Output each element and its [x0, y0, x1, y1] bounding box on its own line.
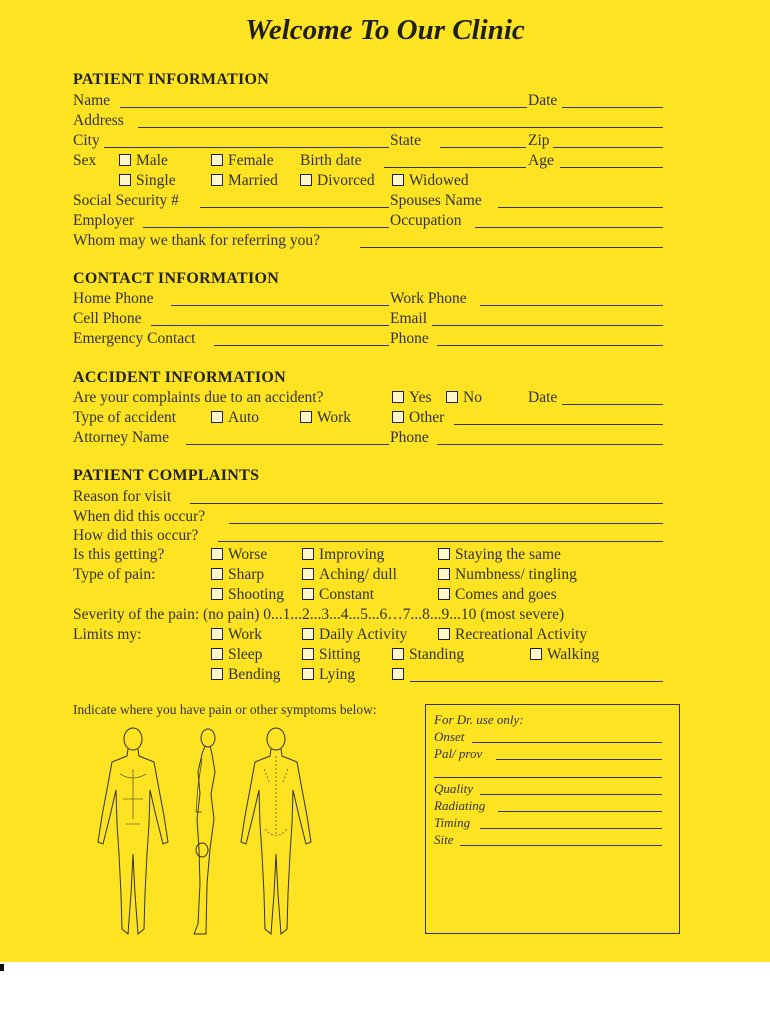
type-pain-label: Type of pain:: [73, 566, 156, 583]
blank-line[interactable]: [434, 777, 662, 778]
side-body-figure: [194, 729, 215, 934]
other-field[interactable]: [454, 424, 663, 425]
bending-label: Bending: [228, 666, 281, 683]
limits-work-option[interactable]: [211, 626, 262, 644]
employer-field[interactable]: [143, 227, 389, 228]
accident-date-field[interactable]: [562, 404, 663, 405]
small-side-figure: [196, 843, 208, 857]
back-body-figure: [241, 728, 311, 934]
accident-no-option[interactable]: [446, 389, 482, 407]
staying-checkbox[interactable]: [438, 548, 450, 560]
quality-field[interactable]: [480, 794, 662, 795]
referral-label: Whom may we thank for referring you?: [73, 232, 321, 249]
daily-activity-label: Daily Activity: [319, 626, 408, 643]
date-field[interactable]: [562, 107, 663, 108]
address-label: Address: [73, 112, 124, 129]
male-option[interactable]: [119, 152, 168, 170]
patient-information-heading: PATIENT INFORMATION: [73, 71, 270, 88]
sex-label: Sex: [73, 152, 97, 169]
contact-information-heading: CONTACT INFORMATION: [73, 270, 280, 287]
occupation-field[interactable]: [475, 227, 663, 228]
date-label: Date: [528, 92, 558, 109]
recreational-option[interactable]: [438, 626, 587, 644]
when-label: When did this occur?: [73, 508, 206, 525]
attorney-field[interactable]: [186, 444, 389, 445]
walking-label: Walking: [547, 646, 600, 663]
standing-label: Standing: [409, 646, 465, 663]
recreational-checkbox[interactable]: [438, 628, 450, 640]
onset-field[interactable]: [472, 742, 662, 743]
work-phone-field[interactable]: [480, 305, 663, 306]
patient-complaints-heading: PATIENT COMPLAINTS: [73, 467, 260, 484]
widowed-label: Widowed: [409, 172, 469, 189]
married-option[interactable]: [211, 172, 278, 190]
referral-field[interactable]: [360, 247, 663, 248]
divorced-label: Divorced: [317, 172, 375, 189]
other-option[interactable]: [392, 409, 444, 427]
sharp-label: Sharp: [228, 566, 265, 583]
shooting-checkbox[interactable]: [211, 588, 223, 600]
bending-option[interactable]: [211, 666, 281, 684]
sitting-label: Sitting: [319, 646, 361, 663]
pal-prov-field[interactable]: [496, 759, 662, 760]
other-label: Other: [409, 409, 445, 426]
accident-question: Are your complaints due to an accident?: [73, 389, 324, 406]
no-label: No: [463, 389, 482, 406]
numbness-option[interactable]: [438, 566, 577, 584]
male-checkbox[interactable]: [119, 154, 131, 166]
single-option[interactable]: [119, 172, 176, 190]
city-field[interactable]: [104, 147, 389, 148]
attorney-label: Attorney Name: [73, 429, 169, 446]
zip-field[interactable]: [553, 147, 663, 148]
name-label: Name: [73, 92, 111, 109]
numbness-label: Numbness/ tingling: [455, 566, 577, 583]
worse-checkbox[interactable]: [211, 548, 223, 560]
improving-option[interactable]: [302, 546, 384, 564]
standing-checkbox[interactable]: [392, 648, 404, 660]
improving-checkbox[interactable]: [302, 548, 314, 560]
address-field[interactable]: [138, 127, 663, 128]
shooting-label: Shooting: [228, 586, 284, 603]
walking-option[interactable]: [530, 646, 599, 664]
married-checkbox[interactable]: [211, 174, 223, 186]
birth-date-field[interactable]: [384, 167, 526, 168]
birth-date-label: Birth date: [300, 152, 362, 169]
comes-goes-label: Comes and goes: [455, 586, 557, 603]
age-field[interactable]: [560, 167, 663, 168]
spouses-name-label: Spouses Name: [390, 192, 482, 209]
limits-label: Limits my:: [73, 626, 142, 643]
staying-label: Staying the same: [455, 546, 561, 563]
emergency-phone-field[interactable]: [437, 345, 663, 346]
how-field[interactable]: [218, 541, 663, 542]
yes-checkbox[interactable]: [392, 391, 404, 403]
onset-label: Onset: [434, 729, 465, 744]
recreational-label: Recreational Activity: [455, 626, 588, 643]
sharp-option[interactable]: [211, 566, 264, 584]
doctor-use-header: For Dr. use only:: [434, 712, 524, 727]
ssn-label: Social Security #: [73, 192, 179, 209]
reason-label: Reason for visit: [73, 488, 172, 505]
comes-goes-checkbox[interactable]: [438, 588, 450, 600]
numbness-checkbox[interactable]: [438, 568, 450, 580]
lying-option[interactable]: [302, 666, 355, 684]
female-checkbox[interactable]: [211, 154, 223, 166]
comes-goes-option[interactable]: [438, 586, 557, 604]
radiating-label: Radiating: [434, 798, 486, 813]
severity-scale: Severity of the pain: (no pain) 0...1...2...3...4...5...6…7...8...9...10 (most severe): [73, 606, 565, 623]
bending-checkbox[interactable]: [211, 668, 223, 680]
emergency-contact-field[interactable]: [214, 345, 389, 346]
sharp-checkbox[interactable]: [211, 568, 223, 580]
divorced-option[interactable]: [300, 172, 375, 190]
radiating-field[interactable]: [498, 811, 662, 812]
work-phone-label: Work Phone: [390, 290, 467, 307]
walking-checkbox[interactable]: [530, 648, 542, 660]
daily-activity-option[interactable]: [302, 626, 407, 644]
pal-prov-label: Pal/ prov: [434, 746, 483, 761]
state-field[interactable]: [440, 147, 526, 148]
doctor-use-box: [425, 704, 680, 934]
spouses-name-field[interactable]: [498, 207, 663, 208]
front-body-figure: [98, 728, 168, 934]
shooting-option[interactable]: [211, 586, 284, 604]
other-limit-checkbox[interactable]: [392, 668, 404, 680]
standing-option[interactable]: [392, 646, 464, 664]
zip-label: Zip: [528, 132, 550, 149]
constant-label: Constant: [319, 586, 375, 603]
getting-label: Is this getting?: [73, 546, 165, 563]
worse-label: Worse: [228, 546, 268, 563]
female-label: Female: [228, 152, 274, 169]
cell-phone-label: Cell Phone: [73, 310, 142, 327]
limits-work-checkbox[interactable]: [211, 628, 223, 640]
auto-checkbox[interactable]: [211, 411, 223, 423]
yes-label: Yes: [409, 389, 432, 406]
age-label: Age: [528, 152, 554, 169]
quality-label: Quality: [434, 781, 473, 796]
sleep-checkbox[interactable]: [211, 648, 223, 660]
form-title: Welcome To Our Clinic: [245, 14, 525, 46]
sleep-label: Sleep: [228, 646, 263, 663]
accident-yes-option[interactable]: [392, 389, 432, 407]
employer-label: Employer: [73, 212, 135, 229]
lying-label: Lying: [319, 666, 356, 683]
worse-option[interactable]: [211, 546, 267, 564]
widowed-checkbox[interactable]: [392, 174, 404, 186]
work-accident-option[interactable]: [300, 409, 351, 427]
timing-label: Timing: [434, 815, 471, 830]
cell-phone-field[interactable]: [151, 325, 389, 326]
attorney-phone-label: Phone: [390, 429, 429, 446]
other-checkbox[interactable]: [392, 411, 404, 423]
state-label: State: [390, 132, 421, 149]
improving-label: Improving: [319, 546, 385, 563]
reason-field[interactable]: [190, 503, 663, 504]
other-limit-field[interactable]: [410, 681, 663, 682]
email-label: Email: [390, 310, 428, 327]
aching-option[interactable]: [302, 566, 397, 584]
body-chart-instruction: Indicate where you have pain or other symptoms below:: [73, 702, 377, 717]
female-option[interactable]: [211, 152, 274, 170]
city-label: City: [73, 132, 100, 149]
single-checkbox[interactable]: [119, 174, 131, 186]
accident-date-label: Date: [528, 389, 558, 406]
constant-checkbox[interactable]: [302, 588, 314, 600]
home-phone-field[interactable]: [171, 305, 389, 306]
scan-mark: [0, 964, 4, 971]
divorced-checkbox[interactable]: [300, 174, 312, 186]
aching-checkbox[interactable]: [302, 568, 314, 580]
aching-label: Aching/ dull: [319, 566, 397, 583]
site-label: Site: [434, 832, 454, 847]
work-accident-label: Work: [317, 409, 352, 426]
single-label: Single: [136, 172, 176, 189]
widowed-option[interactable]: [392, 172, 469, 190]
no-checkbox[interactable]: [446, 391, 458, 403]
male-label: Male: [136, 152, 168, 169]
how-label: How did this occur?: [73, 527, 199, 544]
occupation-label: Occupation: [390, 212, 462, 229]
timing-field[interactable]: [480, 828, 662, 829]
auto-label: Auto: [228, 409, 259, 426]
married-label: Married: [228, 172, 278, 189]
limits-work-label: Work: [228, 626, 263, 643]
accident-type-label: Type of accident: [73, 409, 177, 426]
constant-option[interactable]: [302, 586, 374, 604]
accident-information-heading: ACCIDENT INFORMATION: [73, 369, 286, 386]
other-limit-option[interactable]: [392, 666, 409, 684]
lying-checkbox[interactable]: [302, 668, 314, 680]
auto-option[interactable]: [211, 409, 259, 427]
daily-activity-checkbox[interactable]: [302, 628, 314, 640]
staying-option[interactable]: [438, 546, 561, 564]
email-field[interactable]: [432, 325, 663, 326]
name-field[interactable]: [120, 107, 527, 108]
when-field[interactable]: [229, 523, 663, 524]
body-diagram[interactable]: [90, 724, 330, 950]
attorney-phone-field[interactable]: [437, 444, 663, 445]
emergency-contact-label: Emergency Contact: [73, 330, 196, 347]
sitting-option[interactable]: [302, 646, 360, 664]
site-field[interactable]: [460, 845, 662, 846]
sleep-option[interactable]: [211, 646, 262, 664]
emergency-phone-label: Phone: [390, 330, 429, 347]
work-accident-checkbox[interactable]: [300, 411, 312, 423]
ssn-field[interactable]: [200, 207, 389, 208]
home-phone-label: Home Phone: [73, 290, 154, 307]
sitting-checkbox[interactable]: [302, 648, 314, 660]
